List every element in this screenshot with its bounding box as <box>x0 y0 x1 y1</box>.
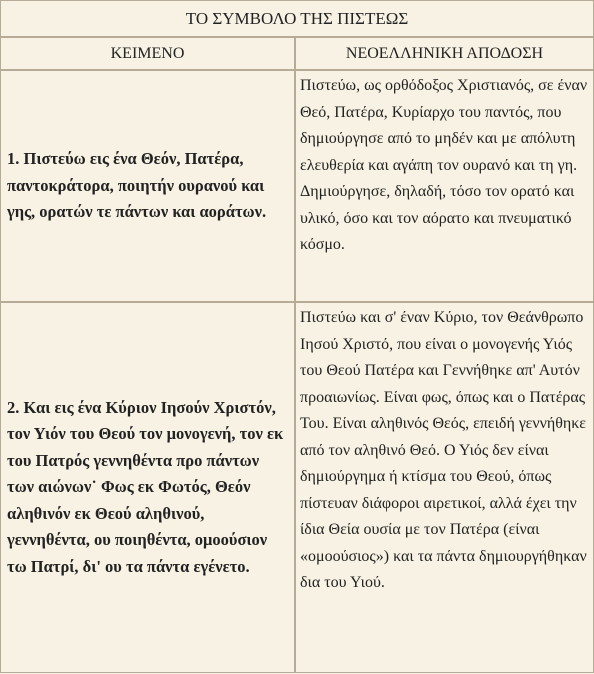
original-text-cell: 1. Πιστεύω εις ένα Θεόν, Πατέρα, παντοκράτορα, ποιητήν ουρανού και γης, ορατών τε πάντων και αοράτων. <box>0 70 295 302</box>
original-text-cell: 2. Και εις ένα Κύριον Ιησούν Χριστόν, τον Υιόν του Θεού τον μονογενή, τον εκ του Πατρός γεννηθέντα προ πάντων των αιώνων˙ Φως εκ Φωτός, Θεόν αληθινόν εκ Θεού αληθινού, γεννηθέντα, ου ποιηθέντα, ομοούσιον τω Πατρί, δι' ου τα πάντα εγένετο. <box>0 302 295 673</box>
title-row <box>0 0 594 37</box>
header-row <box>0 37 594 70</box>
translation-cell: Πιστεύω και σ' έναν Κύριο, τον Θεάνθρωπο Ιησού Χριστό, που είναι ο μονογενής Υιός του Θεού Πατέρα και Γεννήθηκε απ' Αυτόν προαιωνίως. Είναι φως, όπως και ο Πατέρας Του. Είναι αληθινός Θεός, επειδή γεννήθηκε από τον αληθινό Θεό. Ο Υιός δεν είναι δημιούργημα ή κτίσμα του Θεού, όπως πίστευαν διάφοροι αιρετικοί, αλλά έχει την ίδια Θεία ουσία με τον Πατέρα (είναι «ομοούσιος») και τα πάντα δημιουργήθηκαν δια του Υιού. <box>295 302 594 673</box>
table-title: ΤΟ ΣΥΜΒΟΛΟ ΤΗΣ ΠΙΣΤΕΩΣ <box>0 0 594 37</box>
translation-cell: Πιστεύω, ως ορθόδοξος Χριστιανός, σε έναν Θεό, Πατέρα, Κυρίαρχο του παντός, που δημιούργησε από το μηδέν και με απόλυτη ελευθερία και αγάπη τον ουρανό και τη γη. Δημιούργησε, δηλαδή, τόσο τον ορατό και υλικό, όσο και τον αόρατο και πνευματικό κόσμο. <box>295 70 594 302</box>
column-header-text: ΚΕΙΜΕΝΟ <box>0 37 295 70</box>
column-header-translation: ΝΕΟΕΛΛΗΝΙΚΗ ΑΠΟΔΟΣΗ <box>295 37 594 70</box>
table-row <box>0 302 594 673</box>
table-row <box>0 70 594 302</box>
